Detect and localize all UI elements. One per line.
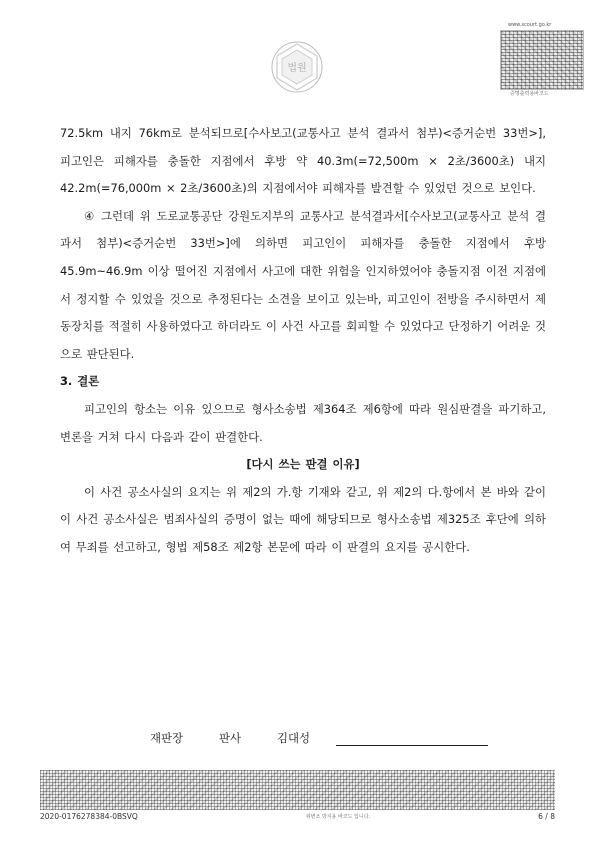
barcode-url: www.scourt.go.kr [508,22,552,28]
document-body [60,120,546,562]
signature-line [336,735,488,746]
rewritten-judgment-title: [다시 쓰는 판결 이유] [246,457,360,472]
signature-title: 판사 [219,731,242,745]
page-number: 6 / 8 [538,812,555,821]
page-footer [40,812,555,821]
paragraph-point-4: ④ 그런데 위 도로교통공단 강원도지부의 교통사고 분석결과서[수사보고(교통사고 분석 결과서 첨부)<증거순번 33번>]에 의하면 피고인이 피해자를 충돌한 지점에서 후방 45.9m~46.9m 이상 떨어진 지점에서 사고에 대한 위험을 인지하였어야 충돌지점 이전 지점에서 정지할 수 있었을 것으로 추정된다는 소견을 보이고 있는바, 피고인이 전방을 주시하면서 제동장치를 적절히 사용하였다고 하더라도 이 사건 사고를 회피할 수 있었다고 단정하기 어려운 것으로 판단된다. [60,208,546,361]
seal-text: 법원 [287,63,307,74]
signature-block [150,730,524,746]
barcode-caption: 증명출력용바코드 [510,91,549,97]
anti-forgery-barcode [40,770,555,810]
section-heading-conclusion: 3. 결론 [60,374,100,389]
paragraph-judgment-reason: 이 사건 공소사실의 요지는 위 제2의 가.항 기재와 같고, 위 제2의 다.항에서 본 바와 같이 이 사건 공소사실은 범죄사실의 증명이 없는 때에 해당되므로 형사소송법 제325조 후단에 의하여 무죄를 선고하고, 형법 제58조 제2항 본문에 따라 이 판결의 요지를 공시한다. [60,484,546,554]
document-id: 2020-0176278384-0BSVQ [40,812,138,821]
barcode-notice: 위변조 방지용 바코드 입니다. [305,814,371,820]
court-seal-icon [270,40,324,94]
signature-name: 김대성 [277,731,311,745]
signature-role: 재판장 [150,731,184,745]
paragraph-conclusion: 피고인의 항소는 이유 있으므로 형사소송법 제364조 제6항에 따라 원심판결을 파기하고, 변론을 거쳐 다시 다음과 같이 판결한다. [60,401,546,444]
verification-barcode [500,30,584,90]
paragraph-continuation: 72.5km 내지 76km로 분석되므로[수사보고(교통사고 분석 결과서 첨부)<증거순번 33번>], 피고인은 피해자를 충돌한 지점에서 후방 약 40.3m(=72,500m × 2초/3600초) 내지 42.2m(=76,000m × 2초/3600초)의 지점에서야 피해자를 발견할 수 있었던 것으로 보인다. [60,126,546,196]
